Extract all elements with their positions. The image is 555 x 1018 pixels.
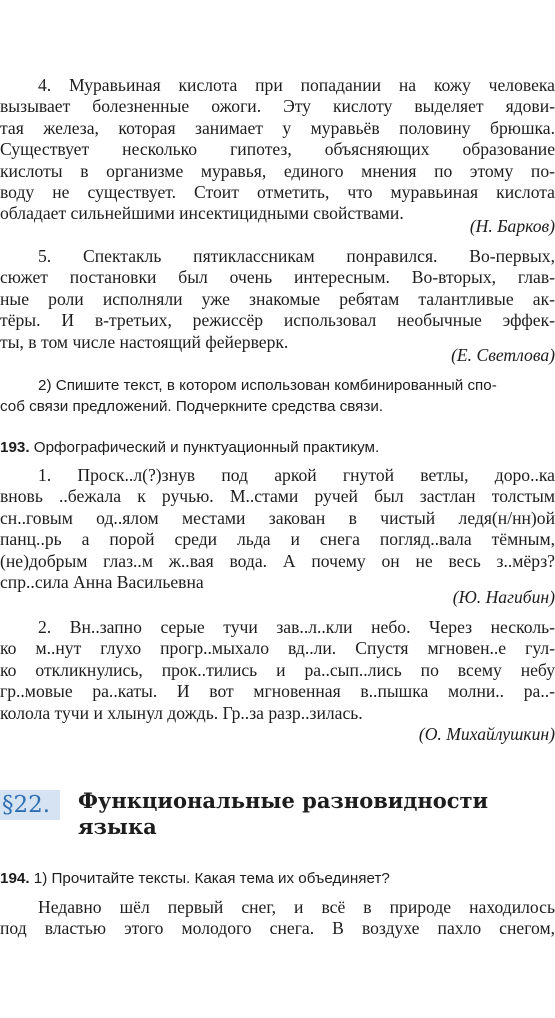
- text-line: 2) Спишите текст, в котором использован комбинированный спо-: [38, 377, 497, 394]
- text-line: вызывает болезненные ожоги. Эту кислоту выделяет ядови-: [0, 96, 555, 117]
- section-heading: [0, 788, 555, 848]
- exercise-193-paragraph-2: [0, 617, 555, 724]
- author-attribution: (Н. Барков): [469, 216, 555, 236]
- text-line: ко м..нут глухо прогр..мыхало вд..ли. Спустя мгновен..е гул-: [0, 638, 555, 659]
- text-line: обладает сильнейшими инсектицидными свойствами.: [0, 203, 404, 224]
- text-line: 4. Муравьиная кислота при попадании на кожу человека: [38, 75, 555, 95]
- text-line: колола тучи и хлынул дождь. Гр..за разр..зилась.: [0, 702, 363, 723]
- section-number: §22.: [2, 792, 51, 818]
- section-title-line: Функциональные разновидности: [78, 788, 489, 813]
- text-line: панц..рь а порой среди льда и снега погляд..вала тёмным,: [0, 529, 555, 550]
- exercise-task: 1) Прочитайте тексты. Какая тема их объединяет?: [29, 870, 390, 887]
- exercise-194-text: [0, 897, 555, 940]
- text-line: под властью этого молодого снега. В воздухе пахло снегом,: [0, 918, 555, 939]
- text-line: ные роли исполняли уже знакомые ребятам талантливые ак-: [0, 288, 555, 309]
- text-line: Существует несколько гипотез, объясняющих образование: [0, 139, 555, 160]
- exercise-number: 193.: [0, 439, 30, 456]
- text-line: (не)добрым глаз..м ж..вая вода. А почему он не весь з..мёрз?: [0, 550, 555, 571]
- author-attribution: (Е. Светлова): [451, 345, 555, 365]
- text-line: 2. Вн..запно серые тучи зав..л..кли небо. Через несколь-: [38, 617, 555, 637]
- exercise-heading-193: [0, 437, 555, 458]
- author-attribution: (Ю. Нагибин): [452, 587, 555, 607]
- task-instruction: [0, 375, 555, 417]
- exercise-title: Орфографический и пунктуационный практикум.: [29, 439, 380, 456]
- text-line: 5. Спектакль пятиклассникам понравился. Во-первых,: [38, 246, 555, 266]
- paragraph-item-5: [0, 246, 555, 353]
- text-line: гр..мовые ра..каты. И вот мгновенная в..пышка молни.. ра..-: [0, 681, 555, 702]
- text-line: тёры. И в-третьих, режиссёр использовал необычные эффек-: [0, 310, 555, 331]
- text-line: кислоты в организме муравья, единого мнения по этому по-: [0, 160, 555, 181]
- section-title-line: языка: [78, 814, 157, 839]
- text-line: Недавно шёл первый снег, и всё в природе находилось: [38, 897, 555, 917]
- exercise-number: 194.: [0, 870, 30, 887]
- text-line: спр..сила Анна Васильевна: [0, 572, 204, 593]
- text-line: вновь ..бежала к ручью. М..стами ручей был застлан толстым: [0, 486, 555, 507]
- text-line: соб связи предложений. Подчеркните средства связи.: [0, 398, 384, 415]
- text-line: сюжет постановки был очень интересным. Во-вторых, глав-: [0, 267, 555, 288]
- text-line: ко откликнулись, прок..тились и ра..сып..лись по всему небу: [0, 659, 555, 680]
- author-attribution: (О. Михайлушкин): [418, 724, 555, 744]
- exercise-193-paragraph-1: [0, 465, 555, 593]
- text-line: ты, в том числе настоящий фейерверк.: [0, 331, 289, 352]
- text-line: сн..говым од..ялом местами закован в чистый ледя(н/нн)ой: [0, 507, 555, 528]
- text-line: тая железа, которая занимает у муравьёв половину брюшка.: [0, 117, 555, 138]
- section-title: [78, 788, 488, 840]
- text-line: 1. Проск..л(?)знув под аркой гнутой ветлы, доро..ка: [38, 465, 555, 485]
- text-line: воду не существует. Стоит отметить, что муравьиная кислота: [0, 182, 555, 203]
- exercise-heading-194: [0, 868, 555, 889]
- paragraph-item-4: [0, 75, 555, 225]
